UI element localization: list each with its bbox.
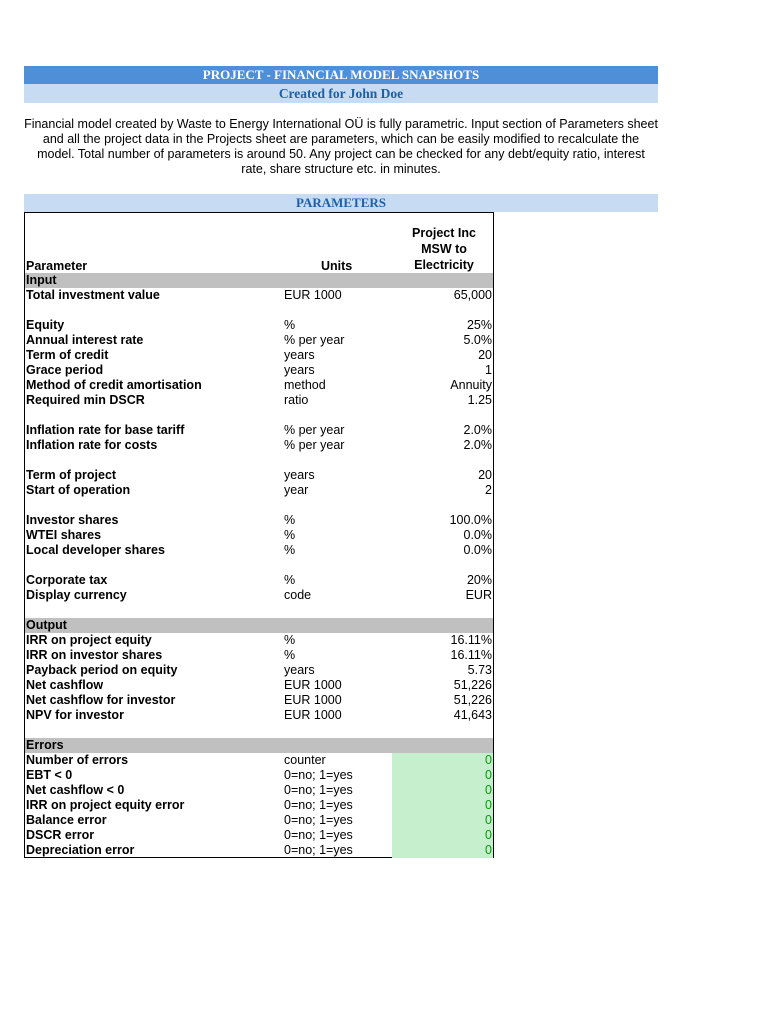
table-row — [25, 363, 493, 378]
units-cell: 0=no; 1=yes — [284, 843, 353, 857]
parameter-cell: Local developer shares — [26, 543, 165, 557]
units-cell: EUR 1000 — [284, 708, 342, 722]
units-cell: years — [284, 468, 315, 482]
units-cell: years — [284, 348, 315, 362]
table-row — [25, 393, 493, 408]
table-row — [25, 693, 493, 708]
value-cell: 0 — [392, 828, 493, 843]
units-cell: EUR 1000 — [284, 693, 342, 707]
value-cell: 0.0% — [463, 528, 492, 542]
units-cell: % per year — [284, 423, 345, 437]
table-row — [25, 708, 493, 723]
value-cell: 16.11% — [450, 648, 492, 662]
units-cell — [284, 273, 392, 288]
parameter-cell: Total investment value — [26, 288, 160, 302]
table-spacer-row — [25, 603, 493, 618]
value-cell: 2.0% — [463, 438, 492, 452]
table-row — [25, 528, 493, 543]
table-row — [25, 468, 493, 483]
value-cell: EUR — [465, 588, 492, 602]
table-row — [25, 438, 493, 453]
value-cell: 100.0% — [449, 513, 492, 527]
table-spacer-row — [25, 303, 493, 318]
value-cell: 20 — [478, 468, 492, 482]
parameter-cell: Output — [26, 618, 67, 632]
parameter-cell: Net cashflow for investor — [26, 693, 176, 707]
table-spacer-row — [25, 558, 493, 573]
parameter-cell: Input — [26, 273, 57, 287]
units-cell: % — [284, 648, 296, 662]
table-row — [25, 798, 493, 813]
value-cell: 51,226 — [453, 693, 492, 707]
units-cell: 0=no; 1=yes — [284, 828, 353, 842]
parameter-cell: IRR on project equity error — [26, 798, 185, 812]
table-header-row — [25, 213, 493, 273]
table-row — [25, 783, 493, 798]
table-section-row — [25, 738, 493, 753]
table-row — [25, 843, 493, 858]
table-row — [25, 813, 493, 828]
table-spacer-row — [25, 723, 493, 738]
parameter-cell: Inflation rate for costs — [26, 438, 158, 452]
value-cell: Annuity — [450, 378, 492, 392]
value-cell: 0 — [392, 783, 493, 798]
table-row — [25, 633, 493, 648]
units-cell: ratio — [284, 393, 309, 407]
units-cell: 0=no; 1=yes — [284, 813, 353, 827]
value-cell: 25% — [466, 318, 492, 332]
parameter-cell: IRR on project equity — [26, 633, 152, 647]
value-cell: 1 — [485, 363, 492, 377]
page-title: PROJECT - FINANCIAL MODEL SNAPSHOTS — [24, 66, 658, 84]
parameter-cell: Inflation rate for base tariff — [26, 423, 185, 437]
value-cell: 0 — [392, 813, 493, 828]
units-cell: years — [284, 363, 315, 377]
table-spacer-row — [25, 453, 493, 468]
value-cell: 20% — [466, 573, 492, 587]
table-spacer-row — [25, 408, 493, 423]
parameter-cell: Depreciation error — [26, 843, 135, 857]
units-cell: % — [284, 573, 296, 587]
value-cell: 0 — [392, 768, 493, 783]
table-row — [25, 588, 493, 603]
parameter-cell: Method of credit amortisation — [26, 378, 202, 392]
value-cell: 51,226 — [453, 678, 492, 692]
table-row — [25, 348, 493, 363]
parameter-cell: IRR on investor shares — [26, 648, 163, 662]
units-cell: % per year — [284, 438, 345, 452]
table-row — [25, 678, 493, 693]
table-row — [25, 543, 493, 558]
table-row — [25, 828, 493, 843]
table-row — [25, 573, 493, 588]
parameter-cell: Equity — [26, 318, 65, 332]
table-row — [25, 378, 493, 393]
value-cell: 5.73 — [467, 663, 492, 677]
units-cell: % — [284, 543, 296, 557]
table-row — [25, 483, 493, 498]
parameter-cell: Errors — [26, 738, 64, 752]
value-cell: 1.25 — [467, 393, 492, 407]
units-cell: year — [284, 483, 309, 497]
units-cell — [284, 618, 392, 633]
table-spacer-row — [25, 498, 493, 513]
value-cell — [392, 738, 493, 753]
value-cell — [392, 273, 493, 288]
parameter-cell: Annual interest rate — [26, 333, 144, 347]
parameter-cell: Display currency — [26, 588, 127, 602]
page-subtitle: Created for John Doe — [24, 84, 658, 103]
table-body — [25, 273, 493, 858]
parameter-cell: Payback period on equity — [26, 663, 178, 677]
table-row — [25, 288, 493, 303]
parameter-cell: Number of errors — [26, 753, 129, 767]
parameter-cell: Corporate tax — [26, 573, 108, 587]
table-row — [25, 513, 493, 528]
value-cell: 0.0% — [463, 543, 492, 557]
value-cell: 2 — [485, 483, 492, 497]
table-row — [25, 768, 493, 783]
units-cell: 0=no; 1=yes — [284, 783, 353, 797]
units-cell: years — [284, 663, 315, 677]
parameter-cell: Grace period — [26, 363, 104, 377]
value-cell: 2.0% — [463, 423, 492, 437]
units-cell: % — [284, 318, 296, 332]
units-cell: method — [284, 378, 326, 392]
units-cell: % per year — [284, 333, 345, 347]
parameter-cell: DSCR error — [26, 828, 95, 842]
column-header-units: Units — [321, 259, 353, 273]
parameter-cell: Term of project — [26, 468, 117, 482]
intro-paragraph: Financial model created by Waste to Energy International OÜ is fully parametric. Input section of Parameters sheet and all the project data in the Projects sheet are parameters, which can be easily modified to recalculate the model. Total number of parameters is around 50. Any project can be checked for any debt/equity ratio, interest rate, share structure etc. in minutes. — [24, 117, 658, 176]
units-cell: EUR 1000 — [284, 678, 342, 692]
parameters-section-title: PARAMETERS — [24, 194, 658, 212]
value-cell — [392, 618, 493, 633]
value-cell: 5.0% — [463, 333, 492, 347]
table-row — [25, 423, 493, 438]
parameter-cell: WTEI shares — [26, 528, 102, 542]
column-header-parameter: Parameter — [26, 259, 88, 273]
table-section-row — [25, 618, 493, 633]
value-cell: 0 — [392, 843, 493, 858]
units-cell: 0=no; 1=yes — [284, 768, 353, 782]
parameter-cell: Investor shares — [26, 513, 119, 527]
table-row — [25, 753, 493, 768]
parameters-table — [24, 212, 494, 858]
parameter-cell: Balance error — [26, 813, 107, 827]
table-row — [25, 648, 493, 663]
units-cell — [284, 738, 392, 753]
units-cell: counter — [284, 753, 326, 767]
units-cell: % — [284, 528, 296, 542]
parameter-cell: Start of operation — [26, 483, 131, 497]
value-cell: 20 — [478, 348, 492, 362]
table-row — [25, 663, 493, 678]
units-cell: % — [284, 633, 296, 647]
value-cell: 16.11% — [450, 633, 492, 647]
parameter-cell: Required min DSCR — [26, 393, 145, 407]
parameter-cell: EBT < 0 — [26, 768, 73, 782]
parameter-cell: Net cashflow — [26, 678, 104, 692]
units-cell: code — [284, 588, 312, 602]
units-cell: % — [284, 513, 296, 527]
value-cell: 41,643 — [453, 708, 492, 722]
parameter-cell: NPV for investor — [26, 708, 124, 722]
units-cell: 0=no; 1=yes — [284, 798, 353, 812]
value-cell: 0 — [392, 798, 493, 813]
parameter-cell: Term of credit — [26, 348, 109, 362]
value-cell: 0 — [392, 753, 493, 768]
table-row — [25, 318, 493, 333]
table-section-row — [25, 273, 493, 288]
column-header-project: Project Inc MSW to Electricity — [412, 226, 476, 272]
parameter-cell: Net cashflow < 0 — [26, 783, 125, 797]
table-row — [25, 333, 493, 348]
units-cell: EUR 1000 — [284, 288, 342, 302]
value-cell: 65,000 — [453, 288, 492, 302]
